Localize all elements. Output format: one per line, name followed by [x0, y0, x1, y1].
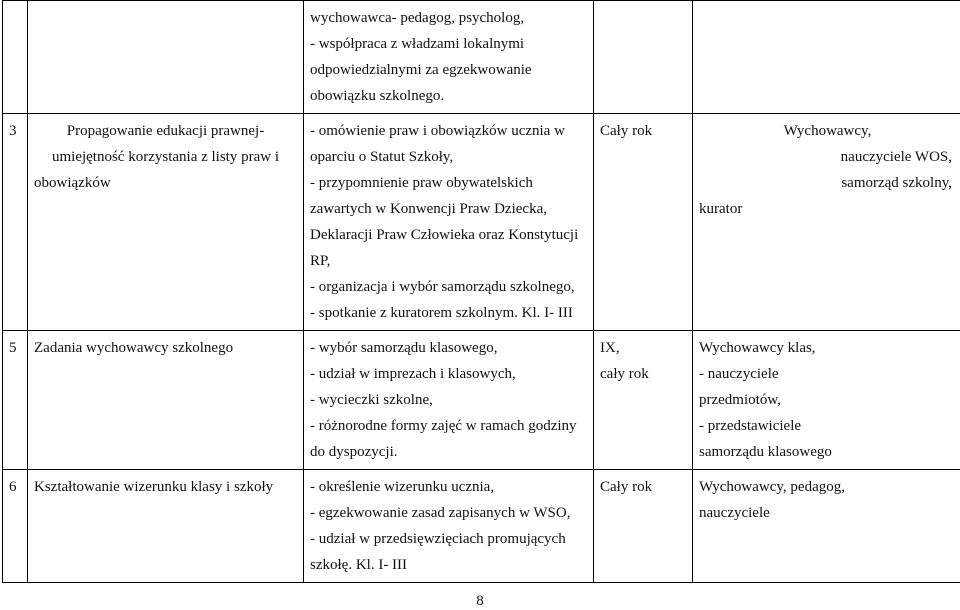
- activity-line: obowiązku szkolnego.: [310, 83, 587, 109]
- activity-line: - omówienie praw i obowiązków ucznia w: [310, 118, 587, 144]
- term-line: IX,: [600, 335, 686, 361]
- row-number: 6: [9, 474, 21, 500]
- activity-line: oparciu o Statut Szkoły,: [310, 144, 587, 170]
- activity-line: zawartych w Konwencji Praw Dziecka,: [310, 196, 587, 222]
- activity-line: Deklaracji Praw Człowieka oraz Konstytucji: [310, 222, 587, 248]
- task-cell: [28, 331, 304, 470]
- row-number-cell: [3, 470, 28, 583]
- task-line: Propagowanie edukacji prawnej-: [34, 118, 297, 144]
- responsible-cell: [693, 331, 960, 470]
- term-line: Cały rok: [600, 474, 686, 500]
- responsible-line: - przedstawiciele: [699, 413, 956, 439]
- task-cell: [28, 1, 304, 114]
- activities-cell: [304, 470, 594, 583]
- activity-line: wychowawca- pedagog, psycholog,: [310, 5, 587, 31]
- table-row: [3, 114, 960, 331]
- task-cell: [28, 470, 304, 583]
- activity-line: - udział w imprezach i klasowych,: [310, 361, 587, 387]
- responsible-line: przedmiotów,: [699, 387, 956, 413]
- activity-line: - określenie wizerunku ucznia,: [310, 474, 587, 500]
- activities-cell: [304, 1, 594, 114]
- row-number-cell: [3, 331, 28, 470]
- activity-line: szkołę. Kl. I- III: [310, 552, 587, 578]
- term-line: cały rok: [600, 361, 686, 387]
- plan-table: [2, 0, 960, 583]
- activity-line: - różnorodne formy zajęć w ramach godziny: [310, 413, 587, 439]
- term-cell: [594, 1, 693, 114]
- row-number: 3: [9, 118, 21, 144]
- activity-line: - współpraca z władzami lokalnymi: [310, 31, 587, 57]
- task-line: umiejętność korzystania z listy praw i: [34, 144, 297, 170]
- task-line: obowiązków: [34, 170, 297, 196]
- table-row: [3, 1, 960, 114]
- responsible-line: Wychowawcy, pedagog,: [699, 474, 956, 500]
- activities-cell: [304, 114, 594, 331]
- term-cell: [594, 470, 693, 583]
- activities-cell: [304, 331, 594, 470]
- responsible-cell: [693, 114, 960, 331]
- term-line: Cały rok: [600, 118, 686, 144]
- table-row: [3, 470, 960, 583]
- responsible-line: Wychowawcy,: [699, 118, 956, 144]
- task-line: Kształtowanie wizerunku klasy i szkoły: [34, 474, 297, 500]
- term-cell: [594, 331, 693, 470]
- row-number: 5: [9, 335, 21, 361]
- activity-line: - egzekwowanie zasad zapisanych w WSO,: [310, 500, 587, 526]
- table-row: [3, 331, 960, 470]
- page-number: 8: [0, 593, 960, 610]
- activity-line: - wycieczki szkolne,: [310, 387, 587, 413]
- responsible-line: samorząd szkolny,: [699, 170, 956, 196]
- activity-line: odpowiedzialnymi za egzekwowanie: [310, 57, 587, 83]
- responsible-cell: [693, 470, 960, 583]
- responsible-line: - nauczyciele: [699, 361, 956, 387]
- activity-line: - wybór samorządu klasowego,: [310, 335, 587, 361]
- activity-line: - przypomnienie praw obywatelskich: [310, 170, 587, 196]
- activity-line: RP,: [310, 248, 587, 274]
- responsible-line: kurator: [699, 196, 956, 222]
- responsible-cell: [693, 1, 960, 114]
- responsible-line: samorządu klasowego: [699, 439, 956, 465]
- term-cell: [594, 114, 693, 331]
- activity-line: - udział w przedsięwzięciach promujących: [310, 526, 587, 552]
- activity-line: do dyspozycji.: [310, 439, 587, 465]
- activity-line: - spotkanie z kuratorem szkolnym. Kl. I- III: [310, 300, 587, 326]
- row-number-cell: [3, 114, 28, 331]
- responsible-line: Wychowawcy klas,: [699, 335, 956, 361]
- responsible-line: nauczyciele WOS,: [699, 144, 956, 170]
- task-cell: [28, 114, 304, 331]
- responsible-line: nauczyciele: [699, 500, 956, 526]
- task-line: Zadania wychowawcy szkolnego: [34, 335, 297, 361]
- activity-line: - organizacja i wybór samorządu szkolnego,: [310, 274, 587, 300]
- row-number-cell: [3, 1, 28, 114]
